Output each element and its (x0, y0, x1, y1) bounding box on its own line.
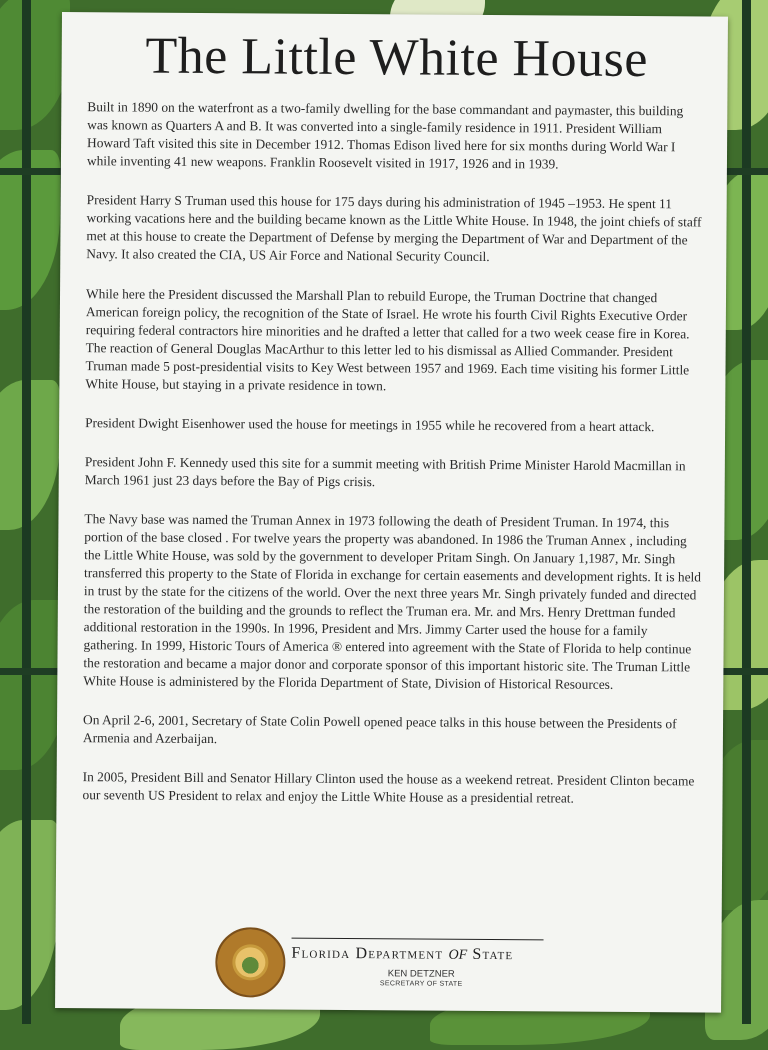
seal-emblem (235, 947, 265, 977)
sign-body (82, 98, 707, 829)
official-title: SECRETARY OF STATE (379, 980, 463, 988)
paragraph-eisenhower: President Dwight Eisenhower used the house for meetings in 1955 while he recovered from a heart attack. (85, 415, 655, 435)
historical-sign (55, 12, 728, 1013)
florida-state-seal-icon (215, 927, 285, 997)
paragraph-history: Built in 1890 on the waterfront as a two-family dwelling for the base commandant and paymaster, this building was known as Quarters A and B. It was converted into a single-family residence in 1911. President William Howard Taft visited this site in December 1912. Thomas Edison lived here for six months during World War I while inventing 41 new weapons. Franklin Roosevelt visited in 1917, 1926 and in 1939. (86, 99, 684, 172)
paragraph-clinton: In 2005, President Bill and Senator Hillary Clinton used the house as a weekend retreat. President Clinton became our seventh US President to relax and enjoy the Little White House as a presidential retreat. (82, 769, 695, 806)
paragraph-kennedy: President John F. Kennedy used this site for a summit meeting with British Prime Minister Harold Macmillan in March 1961 just 23 days before the Bay of Pigs crisis. (84, 454, 686, 490)
dept-name-of: of (448, 941, 468, 964)
paragraph-truman-annex: The Navy base was named the Truman Annex in 1973 following the death of President Truman. In 1974, this portion of the base closed . For twelve years the property was abandoned. In 1986 the Truman Annex , including the Little White House, was sold by the government to developer Pritam Singh. On January 1,1987, Mr. Singh transferred this property to the State of Florida in exchange for certain easements and development rights. It is held in trust by the state for the citizens of the world. Over the next three years Mr. Singh privately funded and directed the restoration of the building and the grounds to reflect the Truman era. Mr. and Mrs. Henry Drettman funded additional restoration in the 1990s. In 1996, President and Mrs. Jimmy Carter used the house for a family gathering. In 1999, Historic Tours of America ® entered into agreement with the State of Florida to help continue the restoration and became a major donor and corporate sponsor of this important historic site. The Truman Little White House is administered by the Florida Department of State, Division of Historical Resources. (83, 511, 702, 692)
official-signature-block (361, 969, 481, 990)
dept-name-part1: Florida Department (291, 944, 449, 963)
paragraph-truman: President Harry S Truman used this house for 175 days during his administration of 1945 –1953. He spent 11 working vacations here and the building became known as the Little White House. In 1948, the joint chiefs of staff met at this house to create the Department of Defense by merging the Department of War and Department of the Navy. It also created the CIA, US Air Force and National Security Council. (86, 192, 702, 264)
sign-title: The Little White House (145, 27, 649, 89)
florida-department-of-state-logo (291, 938, 543, 966)
paragraph-powell: On April 2-6, 2001, Secretary of State Colin Powell opened peace talks in this house between the Presidents of Armenia and Azerbaijan. (82, 712, 677, 747)
dept-name-part2: State (467, 945, 514, 964)
official-name: KEN DETZNER (387, 968, 455, 980)
paragraph-policy: While here the President discussed the Marshall Plan to rebuild Europe, the Truman Doctrine that changed American foreign policy, the recognition of the State of Israel. He wrote his fourth Civil Rights Executive Order requiring federal contractors hire minorities and he drafted a letter that called for a two week cease fire in Korea. The reaction of General Douglas MacArthur to this letter led to his dismissal as Allied Commander. President Truman made 5 post-presidential visits to Key West between 1957 and 1969. Each time visiting his former Little White House, but staying in a private residence in town. (85, 286, 690, 394)
